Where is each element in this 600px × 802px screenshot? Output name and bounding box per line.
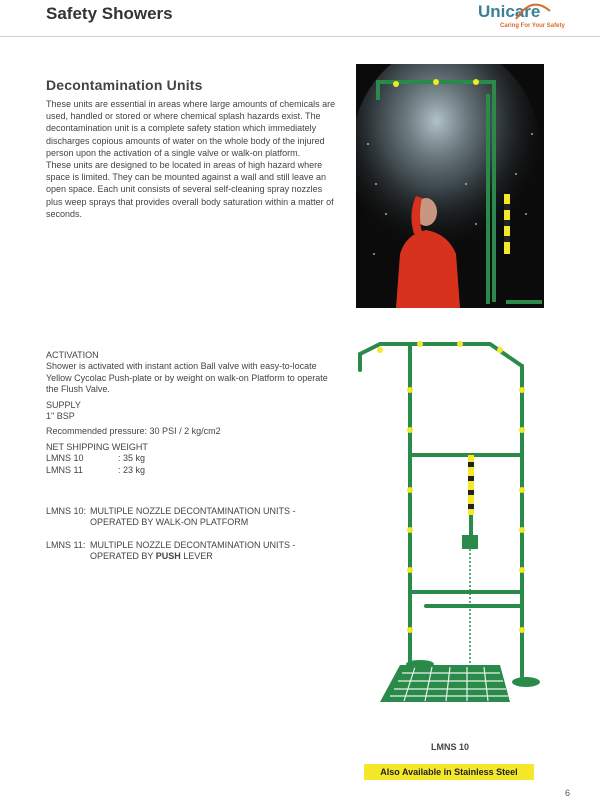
unicare-logo <box>478 2 578 36</box>
intro-paragraph-1: These units are essential in areas where large amounts of chemicals are used, handled or stored or where chemical splash hazards exist. The decontamination unit is a complete safety station which immediately discharges copious amounts of water on the whole body of the injured person upon the activation of a single valve or walk-on platform. <box>46 99 336 158</box>
model-desc-line2-bold: PUSH <box>155 551 181 562</box>
weight-value: : 23 kg <box>118 464 146 475</box>
shower-photo-illustration <box>356 64 544 308</box>
section-title: Decontamination Units <box>46 77 203 93</box>
pressure-text: Recommended pressure: 30 PSI / 2 kg/cm2 <box>46 426 221 437</box>
intro-text <box>46 98 336 220</box>
model-list <box>46 506 346 574</box>
unit-caption: LMNS 10 <box>430 742 469 752</box>
weight-label: NET SHIPPING WEIGHT <box>46 441 148 452</box>
model-item <box>46 540 346 563</box>
weight-row <box>46 453 336 464</box>
page-title: Safety Showers <box>46 4 173 23</box>
header-divider <box>0 36 600 37</box>
model-item <box>46 506 346 529</box>
model-desc-line2 <box>90 517 346 528</box>
model-code: LMNS 10: <box>46 506 87 516</box>
specifications <box>46 350 336 476</box>
model-code: LMNS 11: <box>46 539 86 550</box>
model-desc-line2-tail: LEVER <box>180 551 213 562</box>
weight-model: LMNS 11 <box>46 464 83 475</box>
model-desc-line2-text: OPERATED BY <box>90 551 156 562</box>
logo-tagline: Caring For Your Safety <box>500 23 565 29</box>
model-description <box>90 506 346 529</box>
availability-banner: Also Available in Stainless Steel <box>364 764 534 780</box>
weight-value: : 35 kg <box>118 453 146 464</box>
logo-swoosh-icon <box>512 1 554 21</box>
weight-model: LMNS 10 <box>46 453 84 464</box>
model-desc-line2-text: OPERATED BY WALK-ON PLATFORM <box>90 517 249 528</box>
activation-label: ACTIVATION <box>46 350 99 360</box>
intro-paragraph-2: These units are designed to be located in areas of high hazard where space is limited. They can be mounted against a wall and still leave an open space. Each unit consists of several self-cleaning spray nozzles plus weep sprays that provides overall body saturation within a matter of seconds. <box>46 160 334 219</box>
supply-label: SUPPLY <box>46 399 81 410</box>
activation-text: Shower is activated with instant action Ball valve with easy-to-locate Yellow Cycolac Push-plate or by weight on walk-on Platform to operate the Flush Valve. <box>46 361 328 395</box>
model-description <box>90 540 346 563</box>
page-number: 6 <box>565 788 571 798</box>
model-desc-line2 <box>90 551 346 562</box>
logo-prefix: Uni <box>478 2 506 21</box>
supply-value: 1" BSP <box>46 411 75 422</box>
shower-demo-photo <box>356 64 544 308</box>
logo-suffix: care <box>505 2 541 21</box>
model-desc-line1: MULTIPLE NOZZLE DECONTAMINATION UNITS - <box>90 506 296 516</box>
weight-row <box>46 465 336 476</box>
shower-unit-illustration <box>340 330 560 730</box>
model-desc-line1: MULTIPLE NOZZLE DECONTAMINATION UNITS - <box>90 539 296 550</box>
